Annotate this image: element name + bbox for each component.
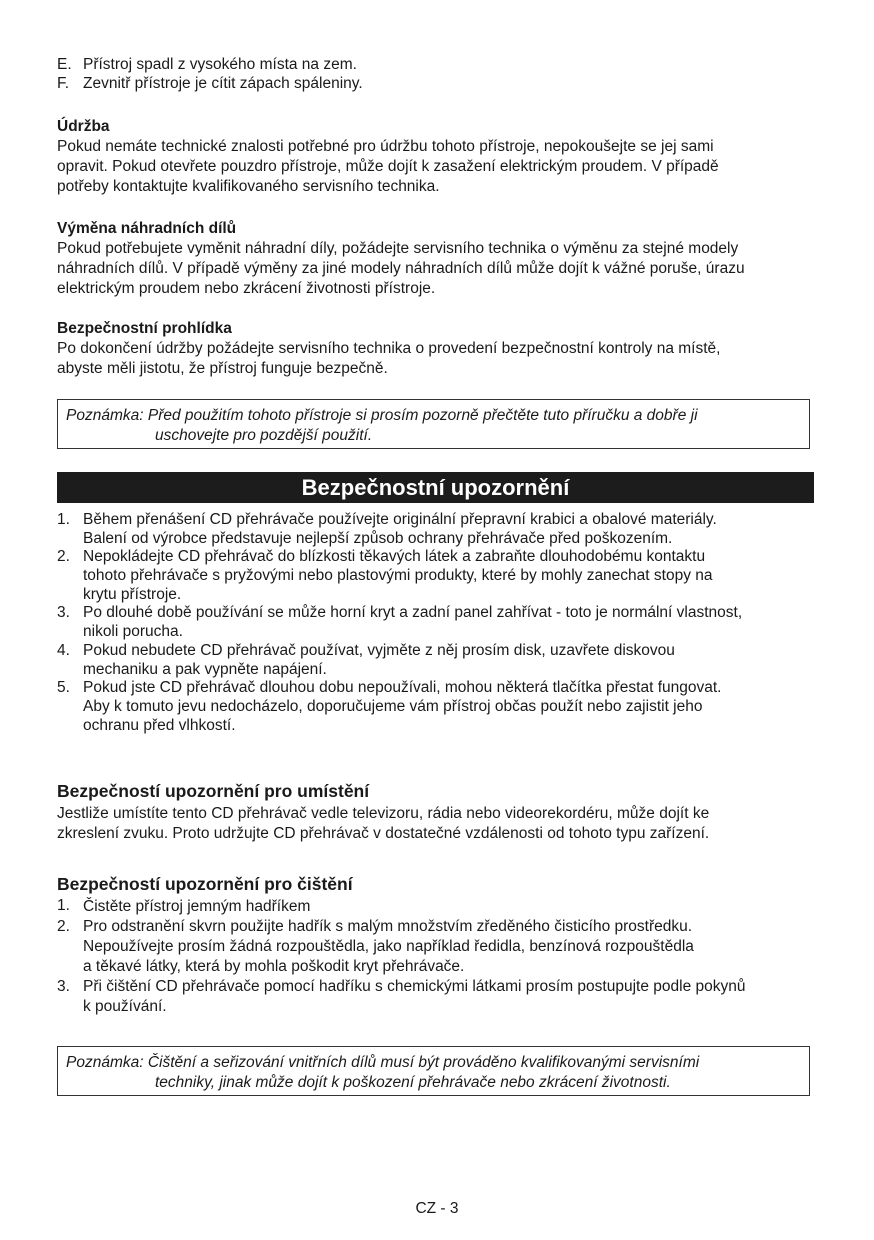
page-number: CZ - 3 [415, 1200, 459, 1217]
paragraph-line: náhradních dílů. V případě výměny za jiné modely náhradních dílů může dojít k vážné poruše, úrazu [57, 260, 745, 277]
paragraph-line: abyste měli jistotu, že přístroj funguje bezpečně. [57, 360, 388, 377]
list-text: mechaniku a pak vypněte napájení. [83, 660, 327, 678]
list-number: 5. [57, 679, 70, 697]
list-text: Nepoužívejte prosím žádná rozpouštědla, jako například ředidla, benzínová rozpouštědla [83, 938, 694, 955]
list-number: 1. [57, 511, 70, 528]
paragraph-line: opravit. Pokud otevřete pouzdro přístroje, může dojít k zasažení elektrickým proudem. V případě [57, 158, 719, 175]
list-marker: F. [57, 74, 70, 92]
list-text: Balení od výrobce představuje nejlepší způsob ochrany přehrávače před poškozením. [83, 529, 673, 547]
list-text: Pro odstranění skvrn použijte hadřík s malým množstvím zředěného čisticího prostředku. [83, 918, 693, 935]
list-text: Po dlouhé době používání se může horní kryt a zadní panel zahřívat - toto je normální vlastnost, [83, 604, 743, 622]
list-item [57, 977, 817, 1017]
placement-section [57, 780, 817, 844]
section-heading: Bezpečnostní prohlídka [57, 320, 232, 337]
list-item [57, 56, 817, 75]
note-label: Poznámka: [66, 407, 144, 424]
list-text: Zevnitř přístroje je cítit zápach spáleniny. [83, 74, 363, 92]
list-text: Během přenášení CD přehrávače používejte originální přepravní krabici a obalové materiály. [83, 511, 717, 528]
list-text: k používání. [83, 998, 167, 1015]
list-number: 3. [57, 978, 70, 995]
safety-list [57, 511, 817, 735]
section-heading: Bezpečností upozornění pro čištění [57, 874, 353, 894]
intro-list [57, 56, 817, 93]
list-text: Čistěte přístroj jemným hadříkem [83, 898, 311, 915]
note-text: Čištění a seřizování vnitřních dílů musí být prováděno kvalifikovanými servisními [147, 1054, 700, 1071]
list-number: 2. [57, 918, 70, 935]
section-heading: Výměna náhradních dílů [57, 220, 237, 237]
list-text: Nepokládejte CD přehrávač do blízkosti těkavých látek a zabraňte dlouhodobému kontaktu [83, 548, 706, 566]
list-item [57, 511, 817, 548]
list-number: 4. [57, 641, 70, 659]
list-item [57, 679, 817, 735]
list-item [57, 897, 817, 917]
list-text: nikoli porucha. [83, 623, 183, 641]
paragraph-line: zkreslení zvuku. Proto udržujte CD přehrávač v dostatečné vzdálenosti od tohoto typu zařízení. [57, 825, 710, 842]
list-text: a těkavé látky, která by mohla poškodit kryt přehrávače. [83, 958, 465, 975]
maintenance-section [57, 117, 817, 197]
list-item [57, 75, 817, 94]
list-number: 2. [57, 548, 70, 566]
list-number: 1. [57, 897, 70, 914]
paragraph-line: Pokud potřebujete vyměnit náhradní díly, požádejte servisního technika o výměnu za stejné modely [57, 240, 739, 257]
list-text: tohoto přehrávače s pryžovými nebo plastovými produkty, které by mohly zanechat stopy na [83, 567, 713, 585]
list-text: Pokud jste CD přehrávač dlouhou dobu nepoužívali, mohou některá tlačítka přestat fungovat. [83, 679, 722, 697]
list-marker: E. [57, 56, 72, 73]
paragraph-line: Po dokončení údržby požádejte servisního technika o provedení bezpečnostní kontroly na místě, [57, 340, 721, 357]
paragraph-line: potřeby kontaktujte kvalifikovaného servisního technika. [57, 178, 440, 195]
note-text: uschovejte pro pozdější použití. [155, 427, 373, 444]
list-text: Pokud nebudete CD přehrávač používat, vyjměte z něj prosím disk, uzavřete diskovou [83, 641, 675, 659]
note-text: Před použitím tohoto přístroje si prosím pozorně přečtěte tuto příručku a dobře ji [147, 407, 698, 424]
parts-section [57, 219, 817, 299]
list-item [57, 917, 817, 977]
note-box [57, 399, 810, 449]
note-box [57, 1046, 810, 1096]
list-text: ochranu před vlhkostí. [83, 716, 236, 734]
list-number: 3. [57, 604, 70, 622]
list-text: Přístroj spadl z vysokého místa na zem. [83, 56, 357, 73]
paragraph-line: Jestliže umístíte tento CD přehrávač vedle televizoru, rádia nebo videorekordéru, může dojít ke [57, 805, 710, 822]
section-banner: Bezpečnostní upozornění [57, 472, 814, 503]
paragraph-line: elektrickým proudem nebo zkrácení životnosti přístroje. [57, 280, 436, 297]
note-label: Poznámka: [66, 1054, 144, 1071]
list-text: Při čištění CD přehrávače pomocí hadříku s chemickými látkami prosím postupujte podle pokynů [83, 978, 746, 995]
list-text: Aby k tomuto jevu nedocházelo, doporučujeme vám přístroj občas použít nebo zajistit jeho [83, 697, 703, 715]
section-heading: Bezpečností upozornění pro umístění [57, 781, 370, 801]
section-heading: Údržba [57, 118, 110, 135]
note-text: techniky, jinak může dojít k poškození přehrávače nebo zkrácení životnosti. [155, 1074, 671, 1091]
paragraph-line: Pokud nemáte technické znalosti potřebné pro údržbu tohoto přístroje, nepokoušejte se jej sami [57, 138, 714, 155]
inspection-section [57, 319, 817, 379]
list-item [57, 604, 817, 641]
cleaning-section [57, 873, 817, 1017]
list-item [57, 642, 817, 679]
list-text: krytu přístroje. [83, 585, 182, 603]
list-item [57, 548, 817, 604]
